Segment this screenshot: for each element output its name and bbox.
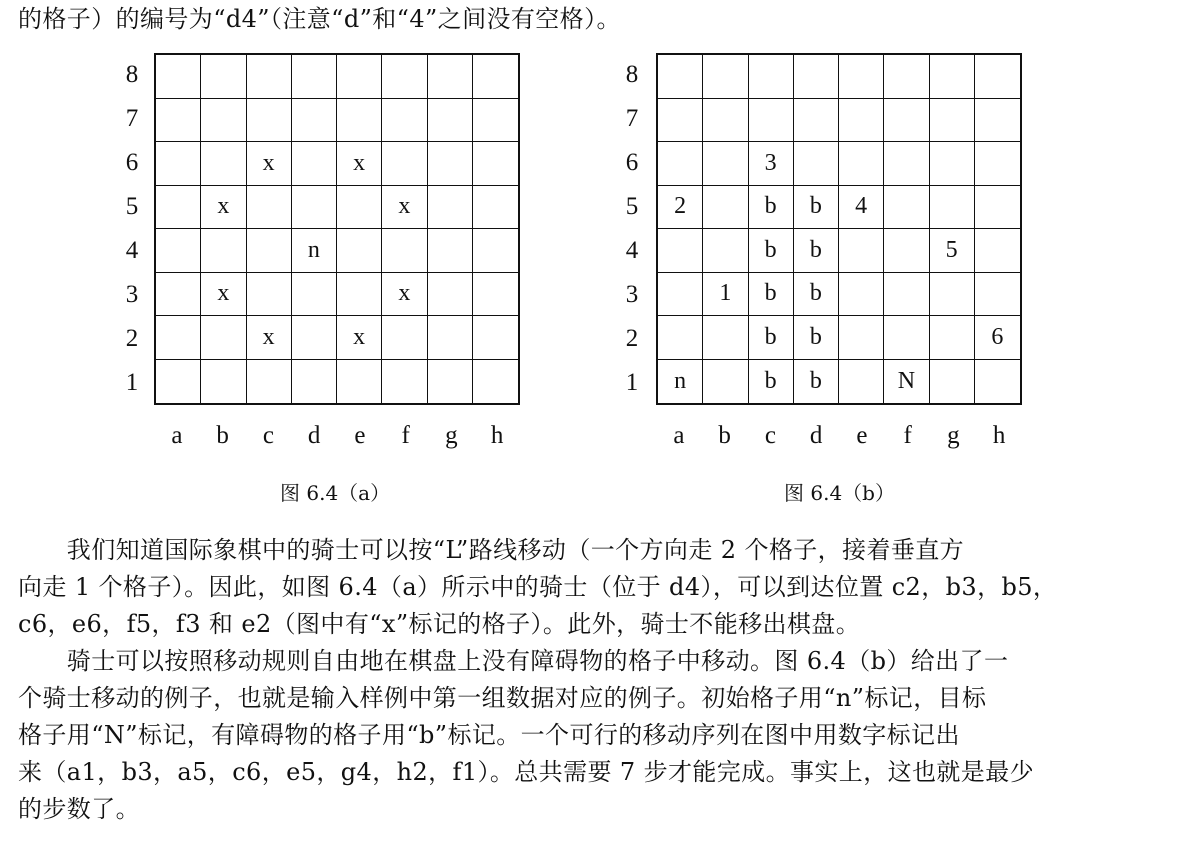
- board-cell: [292, 186, 337, 230]
- board-cell: [975, 186, 1020, 230]
- board-cell: x: [247, 316, 292, 360]
- board-cell: [428, 186, 473, 230]
- board-cell: [428, 360, 473, 404]
- board-cell: [382, 55, 427, 99]
- board-cell: [428, 316, 473, 360]
- board-cell: [156, 316, 201, 360]
- board-cell: [658, 273, 703, 317]
- board-cell: [884, 142, 929, 186]
- row-label: 4: [125, 237, 139, 264]
- board-cell: [749, 55, 794, 99]
- board-cell: [930, 142, 975, 186]
- board-cell: [473, 142, 518, 186]
- board-cell: [428, 273, 473, 317]
- board-cell: [839, 55, 884, 99]
- board-cell: [703, 229, 748, 273]
- board-cell: [794, 142, 839, 186]
- board-cell: [337, 360, 382, 404]
- board-cell: [292, 316, 337, 360]
- intro-line: 的格子）的编号为“d4”（注意“d”和“4”之间没有空格）。: [18, 5, 621, 33]
- board-cell: [930, 99, 975, 143]
- chessboard-a: [154, 53, 520, 405]
- col-label: h: [992, 422, 1006, 449]
- board-cell: [839, 142, 884, 186]
- board-cell: [247, 229, 292, 273]
- col-label: e: [856, 422, 868, 449]
- board-cell: [839, 99, 884, 143]
- board-cell: [292, 142, 337, 186]
- board-cell: [382, 316, 427, 360]
- board-cell: [292, 273, 337, 317]
- board-cell: [658, 316, 703, 360]
- col-label: h: [490, 422, 504, 449]
- board-cell: [975, 99, 1020, 143]
- paragraph-line: 格子用“N”标记，有障碍物的格子用“b”标记。一个可行的移动序列在图中用数字标记出: [18, 721, 960, 749]
- board-cell: [839, 229, 884, 273]
- board-cell: [839, 360, 884, 404]
- board-cell: [794, 99, 839, 143]
- board-cell: [703, 142, 748, 186]
- board-cell: [428, 55, 473, 99]
- board-cell: [930, 186, 975, 230]
- paragraph-line: 来（a1，b3，a5，c6，e5，g4，h2，f1）。总共需要 7 步才能完成。事实上，这也就是最少: [18, 758, 1035, 786]
- row-label: 4: [625, 237, 639, 264]
- board-cell: 4: [839, 186, 884, 230]
- row-label: 5: [125, 193, 139, 220]
- paragraph-line: 个骑士移动的例子，也就是输入样例中第一组数据对应的例子。初始格子用“n”标记，目标: [18, 684, 987, 712]
- board-cell: x: [337, 142, 382, 186]
- board-cell: [658, 229, 703, 273]
- board-cell: [292, 99, 337, 143]
- col-label: e: [354, 422, 366, 449]
- board-cell: [473, 55, 518, 99]
- board-cell: [292, 360, 337, 404]
- board-cell: [382, 99, 427, 143]
- board-cell: [658, 99, 703, 143]
- col-label: f: [903, 422, 912, 449]
- row-label: 2: [125, 325, 139, 352]
- paragraph-line: 我们知道国际象棋中的骑士可以按“L”路线移动（一个方向走 2 个格子，接着垂直方: [18, 536, 965, 564]
- paragraph-line: 骑士可以按照移动规则自由地在棋盘上没有障碍物的格子中移动。图 6.4（b）给出了一: [18, 647, 1009, 675]
- board-cell: b: [794, 229, 839, 273]
- board-cell: x: [201, 186, 246, 230]
- board-cell: [337, 99, 382, 143]
- board-cell: [156, 229, 201, 273]
- board-cell: b: [749, 360, 794, 404]
- board-cell: n: [658, 360, 703, 404]
- row-label: 3: [125, 281, 139, 308]
- board-cell: b: [794, 273, 839, 317]
- board-cell: b: [749, 273, 794, 317]
- row-label: 7: [125, 105, 139, 132]
- board-cell: [839, 273, 884, 317]
- board-cell: b: [749, 229, 794, 273]
- board-cell: [201, 55, 246, 99]
- row-label: 6: [625, 149, 639, 176]
- board-cell: b: [749, 186, 794, 230]
- board-cell: [201, 360, 246, 404]
- board-cell: [930, 360, 975, 404]
- board-cell: [337, 273, 382, 317]
- board-cell: N: [884, 360, 929, 404]
- col-label: d: [307, 422, 321, 449]
- col-label: a: [673, 422, 685, 449]
- col-label: f: [401, 422, 410, 449]
- board-cell: [156, 55, 201, 99]
- board-cell: 3: [749, 142, 794, 186]
- col-label: c: [262, 422, 274, 449]
- board-cell: [749, 99, 794, 143]
- board-cell: [975, 229, 1020, 273]
- board-cell: [884, 55, 929, 99]
- board-cell: [247, 99, 292, 143]
- board-cell: b: [794, 186, 839, 230]
- paragraph-line: c6，e6，f5，f3 和 e2（图中有“x”标记的格子）。此外，骑士不能移出棋盘。: [18, 610, 861, 638]
- board-cell: [658, 142, 703, 186]
- board-cell: [975, 142, 1020, 186]
- board-a-col-labels: [154, 418, 520, 454]
- col-label: b: [216, 422, 229, 449]
- board-cell: [839, 316, 884, 360]
- board-cell: x: [382, 186, 427, 230]
- board-cell: [247, 360, 292, 404]
- paragraph-line: 向走 1 个格子）。因此，如图 6.4（a）所示中的骑士（位于 d4），可以到达位置 c2，b3，b5，: [18, 573, 1058, 601]
- row-label: 6: [125, 149, 139, 176]
- board-cell: [382, 142, 427, 186]
- board-cell: [473, 99, 518, 143]
- board-cell: [247, 186, 292, 230]
- figure-a-caption: 图 6.4（a）: [280, 481, 391, 505]
- board-cell: [884, 186, 929, 230]
- row-label: 1: [125, 369, 139, 396]
- board-cell: [930, 55, 975, 99]
- board-cell: [428, 142, 473, 186]
- board-cell: b: [794, 360, 839, 404]
- board-cell: [975, 55, 1020, 99]
- board-cell: [930, 316, 975, 360]
- board-cell: [382, 229, 427, 273]
- board-cell: [473, 186, 518, 230]
- col-label: d: [809, 422, 823, 449]
- board-cell: [703, 186, 748, 230]
- col-label: g: [445, 422, 458, 449]
- board-cell: [382, 360, 427, 404]
- board-cell: 2: [658, 186, 703, 230]
- board-cell: 5: [930, 229, 975, 273]
- board-a-row-labels: [120, 53, 144, 405]
- board-cell: x: [382, 273, 427, 317]
- board-cell: [884, 99, 929, 143]
- board-cell: [428, 229, 473, 273]
- board-cell: [703, 360, 748, 404]
- board-cell: [884, 229, 929, 273]
- paragraph-line: 的步数了。: [18, 795, 140, 823]
- board-cell: n: [292, 229, 337, 273]
- board-cell: 1: [703, 273, 748, 317]
- board-cell: [428, 99, 473, 143]
- board-cell: [156, 186, 201, 230]
- board-cell: [703, 316, 748, 360]
- row-label: 1: [625, 369, 639, 396]
- board-cell: [201, 316, 246, 360]
- board-cell: [930, 273, 975, 317]
- board-cell: 6: [975, 316, 1020, 360]
- board-cell: [884, 273, 929, 317]
- board-cell: [794, 55, 839, 99]
- board-cell: [975, 273, 1020, 317]
- board-cell: [473, 229, 518, 273]
- board-cell: b: [794, 316, 839, 360]
- board-cell: [337, 55, 382, 99]
- col-label: a: [171, 422, 183, 449]
- board-cell: x: [337, 316, 382, 360]
- row-label: 3: [625, 281, 639, 308]
- board-cell: b: [749, 316, 794, 360]
- board-cell: [658, 55, 703, 99]
- board-b-col-labels: [656, 418, 1022, 454]
- board-cell: [201, 142, 246, 186]
- board-cell: [337, 186, 382, 230]
- board-cell: [156, 99, 201, 143]
- board-cell: [473, 273, 518, 317]
- board-cell: [975, 360, 1020, 404]
- board-cell: [703, 99, 748, 143]
- board-cell: [201, 229, 246, 273]
- board-cell: [156, 360, 201, 404]
- board-cell: [884, 316, 929, 360]
- board-b-row-labels: [620, 53, 644, 405]
- chessboard-b: [656, 53, 1022, 405]
- board-cell: [156, 142, 201, 186]
- board-cell: [247, 273, 292, 317]
- board-cell: x: [247, 142, 292, 186]
- col-label: g: [947, 422, 960, 449]
- row-label: 2: [625, 325, 639, 352]
- board-cell: [337, 229, 382, 273]
- board-cell: x: [201, 273, 246, 317]
- board-cell: [473, 316, 518, 360]
- col-label: c: [764, 422, 776, 449]
- board-cell: [292, 55, 337, 99]
- row-label: 7: [625, 105, 639, 132]
- board-cell: [247, 55, 292, 99]
- figure-b-caption: 图 6.4（b）: [784, 481, 895, 505]
- row-label: 5: [625, 193, 639, 220]
- row-label: 8: [125, 61, 139, 88]
- board-cell: [703, 55, 748, 99]
- col-label: b: [718, 422, 731, 449]
- row-label: 8: [625, 61, 639, 88]
- board-cell: [201, 99, 246, 143]
- board-cell: [473, 360, 518, 404]
- board-cell: [156, 273, 201, 317]
